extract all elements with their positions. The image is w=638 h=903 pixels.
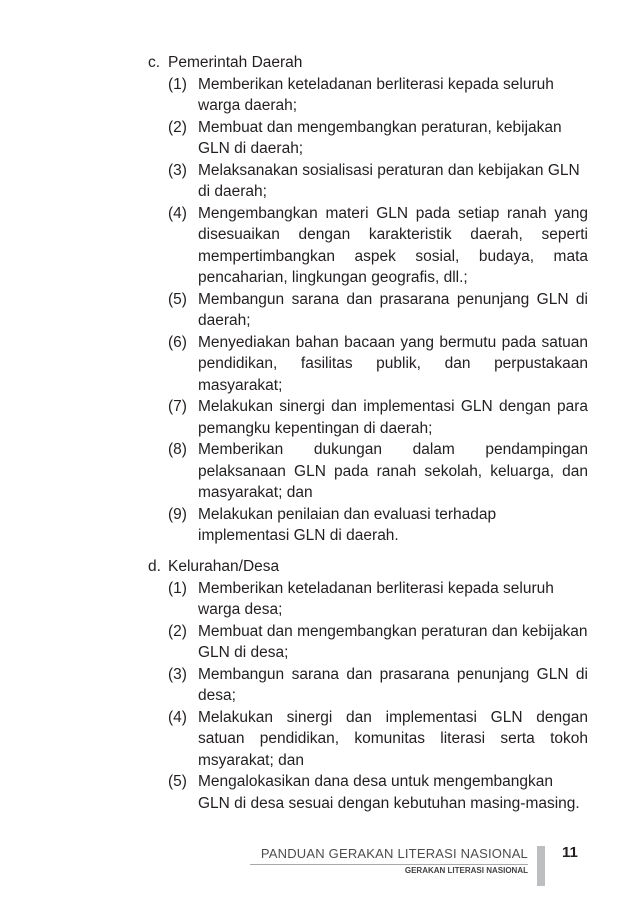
item-text: Melakukan sinergi dan implementasi GLN dengan satuan pendidikan, komunitas literasi serta tokoh msyarakat; dan [198,708,588,769]
section-pemerintah-daerah [148,52,588,547]
list-item [148,578,588,621]
list-item [148,160,588,203]
item-text: Membangun sarana dan prasarana penunjang GLN di desa; [198,665,588,704]
list-item [148,74,588,117]
section-letter: d. [148,558,161,575]
item-text: Mengalokasikan dana desa untuk mengembangkan GLN di desa sesuai dengan kebutuhan masing-masing. [198,773,580,812]
item-text: Menyediakan bahan bacaan yang bermutu pada satuan pendidikan, fasilitas publik, dan perpustakaan masyarakat; [198,333,588,394]
numbered-list [148,578,588,815]
item-text: Membuat dan mengembangkan peraturan, kebijakan GLN di daerah; [198,118,562,157]
list-item [148,664,588,707]
section-title: Pemerintah Daerah [168,54,303,71]
item-number: (1) [168,75,187,93]
list-item [148,117,588,160]
item-number: (8) [168,441,187,458]
footer-subtitle: GERAKAN LITERASI NASIONAL [404,866,528,875]
section-heading [148,556,588,578]
list-item [148,771,588,814]
item-number: (2) [168,118,187,136]
list-item [148,289,588,332]
item-text: Mengembangkan materi GLN pada setiap ranah yang disesuaikan dengan karakteristik daerah, seperti mempertimbangkan aspek sosial, budaya, mata pencaharian, lingkungan geografis, dll.; [198,204,588,286]
list-item [148,621,588,664]
footer-divider [250,864,528,865]
item-number: (3) [168,665,187,683]
list-item [148,332,588,397]
list-item [148,396,588,439]
page-footer [0,840,638,890]
section-heading [148,52,588,74]
item-text: Melakukan sinergi dan implementasi GLN dengan para pemangku kepentingan di daerah; [198,398,588,437]
item-number: (4) [168,204,187,222]
list-item [148,707,588,772]
item-number: (6) [168,333,187,351]
list-item [148,203,588,289]
item-number: (2) [168,622,187,640]
item-text: Membuat dan mengembangkan peraturan dan kebijakan GLN di desa; [198,622,588,661]
item-number: (1) [168,579,187,597]
list-item [148,439,588,504]
item-number: (7) [168,398,187,415]
item-text: Memberikan keteladanan berliterasi kepada seluruh warga daerah; [198,75,554,114]
footer-title: PANDUAN GERAKAN LITERASI NASIONAL [260,846,528,861]
item-text: Melakukan penilaian dan evaluasi terhadap implementasi GLN di daerah. [198,505,497,544]
item-number: (4) [168,708,187,726]
page-number: 11 [562,844,578,861]
item-number: (3) [168,161,187,179]
item-text: Melaksanakan sosialisasi peraturan dan kebijakan GLN di daerah; [198,161,580,200]
list-item [148,504,588,547]
item-number: (5) [168,773,187,790]
section-kelurahan-desa [148,556,588,814]
item-number: (5) [168,290,187,308]
numbered-list [148,74,588,547]
item-text: Memberikan dukungan dalam pendampingan pelaksanaan GLN pada ranah sekolah, keluarga, dan masyarakat; dan [198,441,588,501]
item-number: (9) [168,505,187,523]
footer-accent-bar [537,846,545,886]
section-title: Kelurahan/Desa [168,558,280,575]
section-letter: c. [148,54,161,71]
item-text: Membangun sarana dan prasarana penunjang GLN di daerah; [198,290,588,329]
item-text: Memberikan keteladanan berliterasi kepada seluruh warga desa; [198,579,554,618]
